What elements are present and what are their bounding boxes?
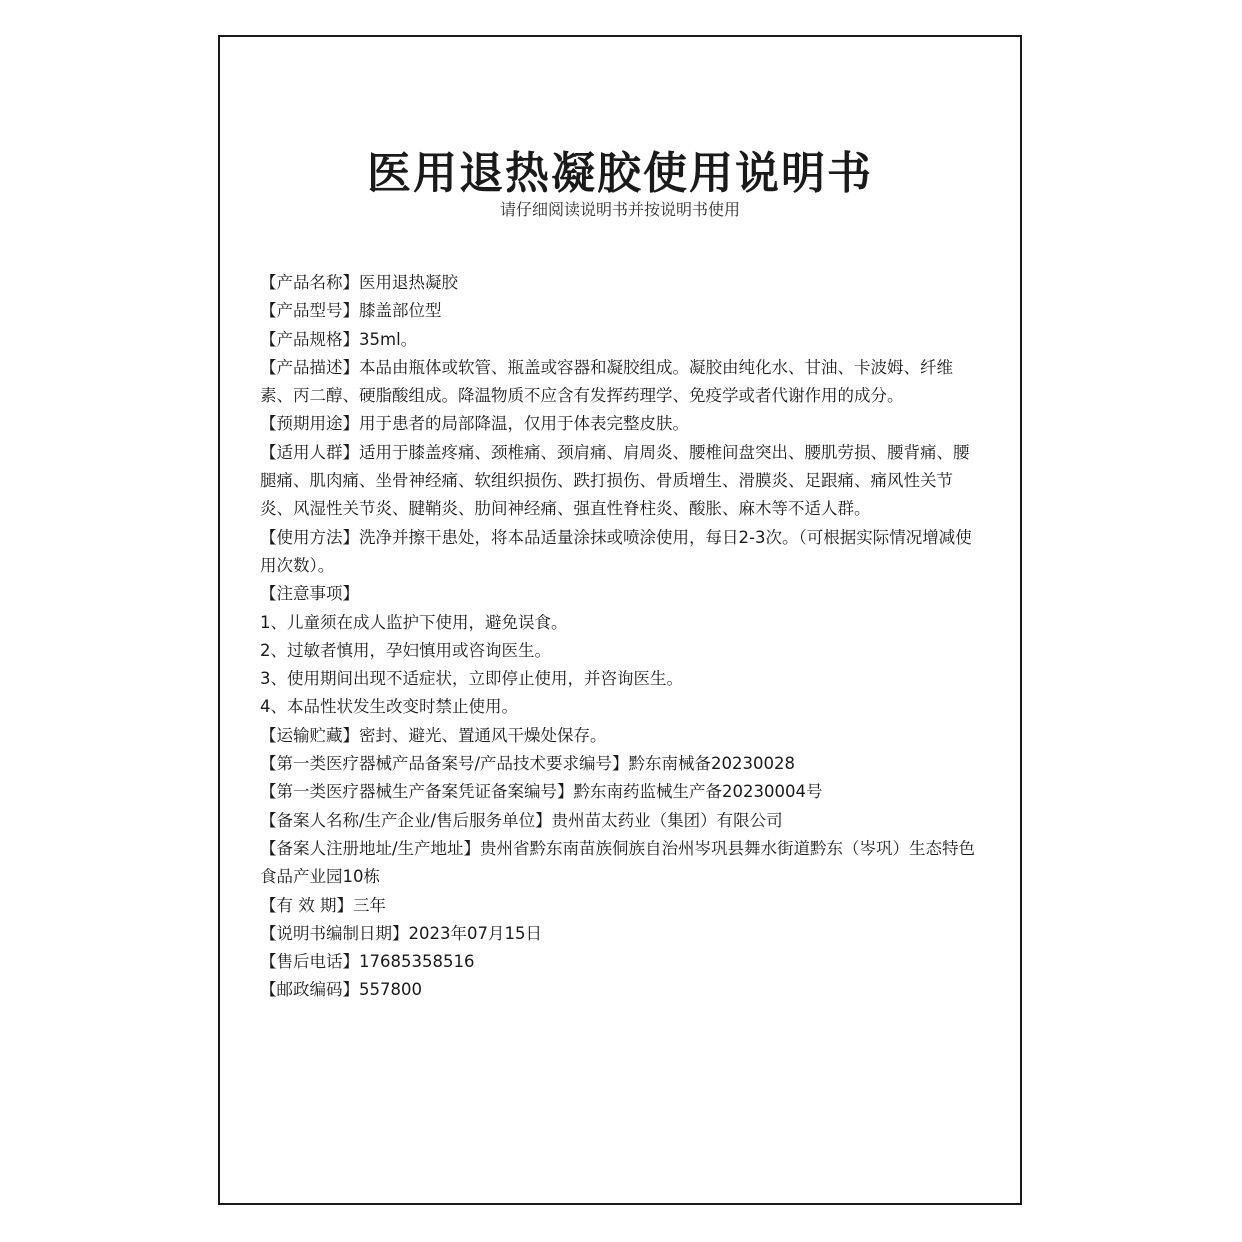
filer-address-line: 【备案人注册地址/生产地址】贵州省黔东南苗族侗族自治州岑巩县舞水街道黔东（岑巩）生态特色食品产业园10栋 <box>260 838 976 887</box>
product-model-line: 【产品型号】膝盖部位型 <box>260 301 442 321</box>
product-name-line: 【产品名称】医用退热凝胶 <box>260 273 458 292</box>
service-phone-line: 【售后电话】17685358516 <box>260 952 475 972</box>
usage-method-line: 【使用方法】洗净并擦干患处，将本品适量涂抹或喷涂使用，每日2-3次。（可根据实际情况增减使用次数）。 <box>260 527 972 575</box>
precautions-heading: 【注意事项】 <box>260 584 359 604</box>
precaution-item-2: 2、过敏者慎用，孕妇慎用或咨询医生。 <box>260 640 551 660</box>
product-spec-line: 【产品规格】35ml。 <box>260 329 418 349</box>
filing-number-line: 【第一类医疗器械产品备案号/产品技术要求编号】黔东南械备20230028 <box>260 754 796 774</box>
product-description-line: 【产品描述】本品由瓶体或软管、瓶盖或容器和凝胶组成。凝胶由纯化水、甘油、卡波姆、纤维素、丙二醇、硬脂酸组成。降温物质不应含有发挥药理学、免疫学或者代谢作用的成分。 <box>260 357 953 406</box>
applicable-people-line: 【适用人群】适用于膝盖疼痛、颈椎痛、颈肩痛、肩周炎、腰椎间盘突出、腰肌劳损、腰背痛、腰腿痛、肌肉痛、坐骨神经痛、软组织损伤、跌打损伤、骨质增生、滑膜炎、足跟痛、痛风性关节炎、风湿性关节炎、腱鞘炎、肋间神经痛、强直性脊柱炎、酸胀、麻木等不适人群。 <box>260 442 970 519</box>
precaution-item-1: 1、儿童须在成人监护下使用，避免误食。 <box>260 612 568 632</box>
document-subtitle: 请仔细阅读说明书并按说明书使用 <box>499 200 740 219</box>
precaution-item-3: 3、使用期间出现不适症状，立即停止使用，并咨询医生。 <box>260 669 683 689</box>
production-filing-line: 【第一类医疗器械生产备案凭证备案编号】黔东南药监械生产备20230004号 <box>260 782 823 802</box>
postal-code-line: 【邮政编码】557800 <box>260 980 422 1000</box>
storage-line: 【运输贮藏】密封、避光、置通风干燥处保存。 <box>260 725 607 745</box>
intended-use-line: 【预期用途】用于患者的局部降温，仅用于体表完整皮肤。 <box>260 414 689 434</box>
document-title: 医用退热凝胶使用说明书 <box>367 148 873 199</box>
filer-name-line: 【备案人名称/生产企业/售后服务单位】贵州苗太药业（集团）有限公司 <box>260 810 783 830</box>
precaution-item-4: 4、本品性状发生改变时禁止使用。 <box>260 697 518 717</box>
compile-date-line: 【说明书编制日期】2023年07月15日 <box>260 923 542 943</box>
validity-line: 【有 效 期】三年 <box>260 895 386 915</box>
document-body <box>260 269 985 1005</box>
instruction-sheet <box>218 35 1022 1205</box>
